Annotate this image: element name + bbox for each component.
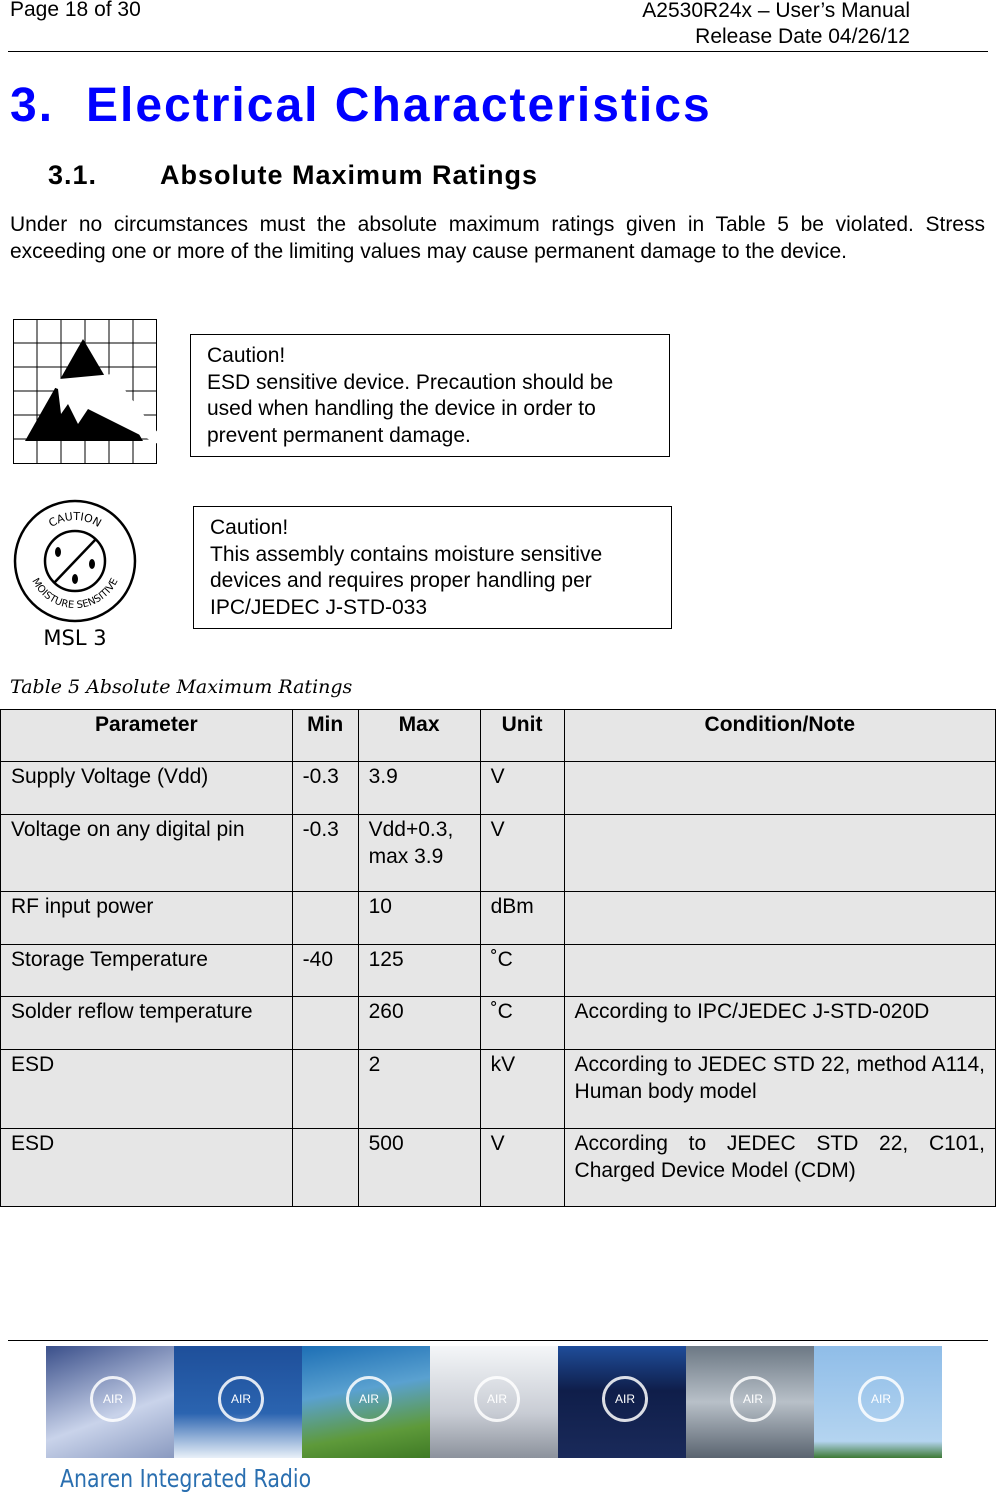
caution-text: ESD sensitive device. Precaution should be used when handling the device in order to prevent permanent damage.: [207, 370, 614, 447]
cell-parameter: Voltage on any digital pin: [1, 815, 293, 892]
cell-parameter: Supply Voltage (Vdd): [1, 762, 293, 815]
cell-min: [292, 1050, 358, 1129]
cell-max: 2: [358, 1050, 480, 1129]
cell-max: 3.9: [358, 762, 480, 815]
banner-photo-kayaker: [686, 1346, 814, 1458]
cell-condition: [564, 762, 995, 815]
msl-label: MSL 3: [43, 626, 107, 650]
esd-caution-box: [190, 334, 670, 457]
caution-text: This assembly contains moisture sensitive devices and requires proper handling per IPC/JEDEC J-STD-033: [210, 542, 603, 619]
cell-parameter: Storage Temperature: [1, 945, 293, 997]
cell-condition: According to JEDEC STD 22, C101, Charged Device Model (CDM): [564, 1129, 995, 1207]
header-condition: Condition/Note: [564, 710, 995, 762]
cell-min: -40: [292, 945, 358, 997]
cell-max: 125: [358, 945, 480, 997]
section-number: 3.: [10, 79, 55, 132]
page-number: Page 18 of 30: [10, 0, 141, 21]
cell-unit: V: [480, 762, 564, 815]
air-badge: AIR: [346, 1376, 392, 1422]
cell-min: [292, 997, 358, 1050]
moisture-sensitive-icon: [12, 499, 138, 651]
esd-warning-icon: [13, 319, 159, 465]
table-header-row: [1, 710, 996, 762]
cell-condition: According to JEDEC STD 22, method A114, Human body model: [564, 1050, 995, 1129]
air-badge: AIR: [858, 1376, 904, 1422]
cell-unit: dBm: [480, 892, 564, 945]
cell-min: [292, 892, 358, 945]
cell-unit: ˚C: [480, 945, 564, 997]
table-row: [1, 945, 996, 997]
cell-unit: V: [480, 815, 564, 892]
cell-max: 260: [358, 997, 480, 1050]
cell-unit: kV: [480, 1050, 564, 1129]
table-row: [1, 1050, 996, 1129]
cell-max: 500: [358, 1129, 480, 1207]
cell-parameter: Solder reflow temperature: [1, 997, 293, 1050]
cell-condition: [564, 892, 995, 945]
absolute-max-ratings-table: [0, 709, 996, 1207]
cell-max: Vdd+0.3, max 3.9: [358, 815, 480, 892]
air-badge: AIR: [730, 1376, 776, 1422]
subsection-title: Absolute Maximum Ratings: [160, 160, 539, 190]
footer-banner-right: [430, 1346, 942, 1458]
cell-unit: ˚C: [480, 997, 564, 1050]
subsection-number: 3.1.: [48, 160, 98, 190]
table-row: [1, 997, 996, 1050]
caution-title: Caution!: [210, 516, 289, 539]
intro-paragraph: Under no circumstances must the absolute maximum ratings given in Table 5 be violated. Stress exceeding one or more of the limiting values may cause permanent damage to the device.: [10, 213, 985, 263]
table-row: [1, 762, 996, 815]
header-unit: Unit: [480, 710, 564, 762]
moisture-caution-box: [193, 506, 672, 629]
cell-parameter: ESD: [1, 1050, 293, 1129]
release-date: Release Date 04/26/12: [695, 25, 910, 48]
doc-title: A2530R24x – User’s Manual: [642, 0, 910, 22]
cell-unit: V: [480, 1129, 564, 1207]
header-divider: [8, 51, 988, 52]
cell-parameter: RF input power: [1, 892, 293, 945]
section-title: Electrical Characteristics: [86, 79, 712, 132]
banner-photo-skater: [46, 1346, 174, 1458]
header-max: Max: [358, 710, 480, 762]
banner-photo-jumper: [814, 1346, 942, 1458]
header-parameter: Parameter: [1, 710, 293, 762]
cell-min: -0.3: [292, 762, 358, 815]
header-min: Min: [292, 710, 358, 762]
table-row: [1, 815, 996, 892]
caution-title: Caution!: [207, 344, 286, 367]
badge-bottom-text: MOISTURE SENSITIVE: [29, 576, 121, 612]
banner-photo-cyclist: [302, 1346, 430, 1458]
cell-min: -0.3: [292, 815, 358, 892]
badge-top-text: CAUTION: [46, 509, 104, 530]
cell-parameter: ESD: [1, 1129, 293, 1207]
air-badge: AIR: [90, 1376, 136, 1422]
table-row: [1, 892, 996, 945]
table-caption: Table 5 Absolute Maximum Ratings: [10, 676, 353, 698]
subsection-heading: [48, 160, 538, 191]
air-badge: AIR: [218, 1376, 264, 1422]
air-badge: AIR: [474, 1376, 520, 1422]
banner-photo-skier: [174, 1346, 302, 1458]
footer-banner-left: [46, 1346, 430, 1458]
doc-header: [642, 0, 910, 50]
footer-divider: [8, 1340, 988, 1341]
cell-condition: According to IPC/JEDEC J-STD-020D: [564, 997, 995, 1050]
banner-photo-windsurfer: [558, 1346, 686, 1458]
footer-brand: Anaren Integrated Radio: [60, 1464, 312, 1493]
cell-condition: [564, 945, 995, 997]
cell-condition: [564, 815, 995, 892]
cell-max: 10: [358, 892, 480, 945]
table-row: [1, 1129, 996, 1207]
air-badge: AIR: [602, 1376, 648, 1422]
section-heading: [10, 78, 712, 133]
banner-photo-snowboarder: [430, 1346, 558, 1458]
cell-min: [292, 1129, 358, 1207]
